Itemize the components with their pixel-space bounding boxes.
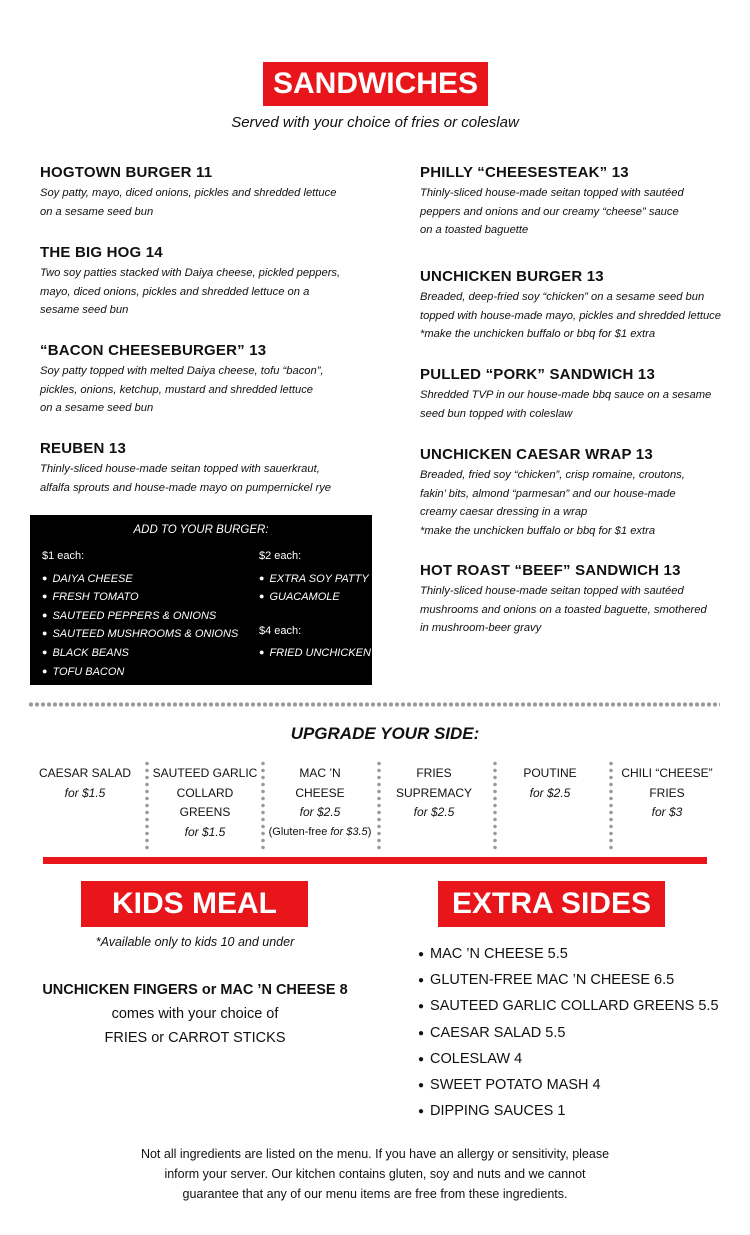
menu-item (420, 366, 711, 423)
side-option: CHILI “CHEESE” FRIES for $3 (621, 766, 713, 819)
kids-meal-title: KIDS MEAL (81, 881, 308, 927)
side-option: MAC ’N CHEESE for $2.5 (Gluten-free for $3.5) (268, 766, 372, 838)
extra-side-item: ● CAESAR SALAD 5.5 (418, 1021, 738, 1047)
item-name: THE BIG HOG 14 (40, 244, 163, 261)
sandwiches-subtitle: Served with your choice of fries or coleslaw (231, 114, 519, 131)
item-description: Thinly-sliced house-made seitan topped with sautéed mushrooms and onions on a toasted baguette, smothered in mushroom-beer gravy (420, 585, 707, 634)
extra-side-item: ● MAC ’N CHEESE 5.5 (418, 942, 738, 968)
addon-two-dollar: $2 each: ● EXTRA SOY PATTY ● GUACAMOLE $4 each: ● FRIED UNCHICKEN (259, 547, 371, 663)
item-description: Soy patty topped with melted Daiya cheese, tofu “bacon”, pickles, onions, ketchup, mustard and shredded lettuce on a sesame seed bun (40, 365, 324, 414)
item-description: Soy patty, mayo, diced onions, pickles and shredded lettuce on a sesame seed bun (40, 187, 337, 218)
item-name: REUBEN 13 (40, 440, 126, 457)
menu-item (40, 164, 336, 221)
item-name: UNCHICKEN CAESAR WRAP 13 (420, 446, 653, 463)
item-description: Breaded, deep-fried soy “chicken” on a sesame seed bun topped with house-made mayo, pickles and shredded lettuce *make the unchicken buffalo or bbq for $1 extra (420, 291, 722, 340)
addon-item: ● GUACAMOLE (259, 588, 371, 607)
sandwiches-title: SANDWICHES (263, 62, 488, 106)
menu-item (420, 562, 707, 638)
item-name: UNCHICKEN BURGER 13 (420, 268, 604, 285)
menu-item (420, 164, 684, 240)
addon-item: ● SAUTEED PEPPERS & ONIONS (42, 607, 238, 626)
extra-side-item: ● SWEET POTATO MASH 4 (418, 1073, 738, 1099)
item-name: PULLED “PORK” SANDWICH 13 (420, 366, 656, 383)
item-description: Shredded TVP in our house-made bbq sauce on a sesame seed bun topped with coleslaw (420, 389, 712, 420)
side-option: POUTINE for $2.5 (523, 766, 577, 800)
addon-one-dollar: $1 each: ● DAIYA CHEESE ● FRESH TOMATO ● SAUTEED PEPPERS & ONIONS ● SAUTEED MUSHROOMS & ONIONS ● BLACK BEANS ● TOFU BACON (42, 547, 238, 681)
addon-item: ● FRESH TOMATO (42, 588, 238, 607)
item-name: HOGTOWN BURGER 11 (40, 164, 213, 181)
kids-meal-note: *Available only to kids 10 and under (95, 935, 295, 949)
red-divider (43, 857, 707, 864)
menu-item (420, 446, 685, 540)
allergy-disclaimer: Not all ingredients are listed on the menu. If you have an allergy or sensitivity, please inform your server. Our kitchen contains gluten, soy and nuts and we cannot guarantee that any of our menu items are free from these ingredients. (140, 1147, 610, 1201)
item-description: Thinly-sliced house-made seitan topped with sautéed peppers and onions and our creamy “cheese” sauce on a toasted baguette (420, 187, 684, 236)
side-option: FRIES SUPREMACY for $2.5 (395, 766, 472, 819)
kids-meal-item: UNCHICKEN FINGERS or MAC ’N CHEESE 8 (42, 982, 348, 998)
upgrade-side-title: UPGRADE YOUR SIDE: (290, 724, 480, 743)
kids-meal-line: comes with your choice of (111, 1006, 279, 1022)
item-description: Two soy patties stacked with Daiya cheese, pickled peppers, mayo, diced onions, pickles and shredded lettuce on a sesame seed bun (40, 267, 341, 316)
item-name: HOT ROAST “BEEF” SANDWICH 13 (420, 562, 681, 579)
item-description: Breaded, fried soy “chicken”, crisp romaine, croutons, fakin’ bits, almond “parmesan” and our house-made creamy caesar dressing in a wrap *make the unchicken buffalo or bbq for $1 extra (420, 469, 685, 537)
kids-meal-line: FRIES or CARROT STICKS (104, 1030, 286, 1046)
addon-item: ● FRIED UNCHICKEN (259, 644, 371, 663)
side-option: CAESAR SALAD for $1.5 (38, 766, 132, 800)
extra-side-item: ● COLESLAW 4 (418, 1047, 738, 1073)
menu-item (40, 342, 324, 418)
extra-sides-title: EXTRA SIDES (438, 881, 665, 927)
dotted-divider (28, 702, 720, 707)
addon-item: ● DAIYA CHEESE (42, 570, 238, 589)
item-description: Thinly-sliced house-made seitan topped with sauerkraut, alfalfa sprouts and house-made mayo on pumpernickel rye (40, 463, 332, 494)
menu-item (40, 440, 331, 497)
menu-item (420, 268, 721, 344)
extra-sides-list (418, 942, 738, 1125)
extra-side-item: ● GLUTEN-FREE MAC ’N CHEESE 6.5 (418, 968, 738, 994)
extra-side-item: ● SAUTEED GARLIC COLLARD GREENS 5.5 (418, 994, 738, 1020)
addon-item: ● EXTRA SOY PATTY (259, 570, 371, 589)
item-name: “BACON CHEESEBURGER” 13 (40, 342, 267, 359)
addon-item: ● SAUTEED MUSHROOMS & ONIONS (42, 625, 238, 644)
item-name: PHILLY “CHEESESTEAK” 13 (420, 164, 629, 181)
extra-side-item: ● DIPPING SAUCES 1 (418, 1099, 738, 1125)
addon-header: ADD TO YOUR BURGER: (133, 524, 269, 536)
addon-item: ● BLACK BEANS (42, 644, 238, 663)
side-option: SAUTEED GARLIC COLLARD GREENS for $1.5 (152, 766, 258, 839)
menu-item (40, 244, 340, 320)
add-to-burger-box (30, 515, 372, 685)
dotted-column-divider (145, 760, 149, 852)
addon-item: ● TOFU BACON (42, 663, 238, 682)
